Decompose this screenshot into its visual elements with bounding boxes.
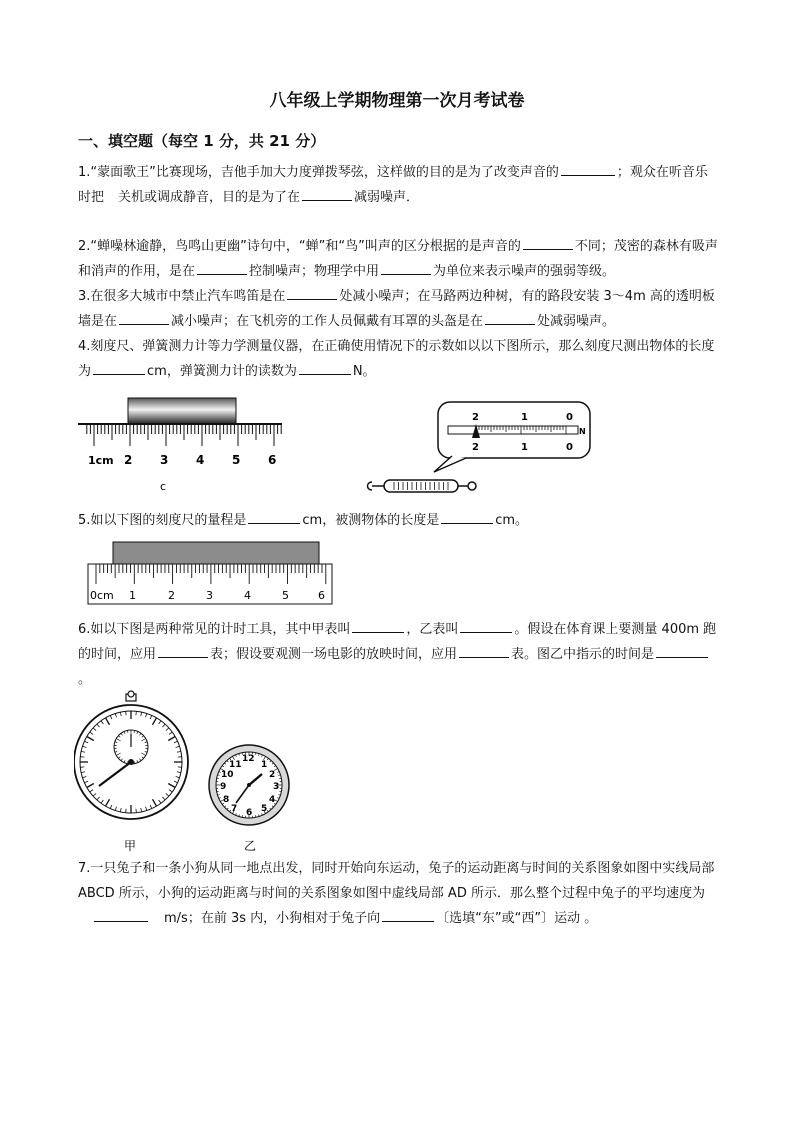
clock-number-5: 5 bbox=[261, 804, 268, 814]
q6-blank-5[interactable] bbox=[656, 645, 708, 658]
q3-blank-3[interactable] bbox=[485, 312, 535, 325]
q2-text-2: 不同；茂密的森林有吸声和消声的作用，是在 bbox=[78, 239, 718, 279]
gauge-top-label-0: 0 bbox=[566, 412, 573, 423]
q7-blank-2[interactable] bbox=[382, 909, 434, 922]
question-4 bbox=[78, 334, 718, 384]
ruler-2-label-1: 1 bbox=[129, 589, 136, 602]
ruler-2-label-3: 3 bbox=[206, 589, 213, 602]
ruler-1-label-0: 1cm bbox=[88, 454, 114, 467]
q3-text-1: 3.在很多大城市中禁止汽车鸣笛是在 bbox=[78, 289, 286, 304]
q1-blank-1[interactable] bbox=[561, 163, 615, 176]
clock-number-8: 8 bbox=[223, 795, 230, 805]
q2-blank-3[interactable] bbox=[381, 262, 431, 275]
q6-blank-3[interactable] bbox=[158, 645, 208, 658]
q6-text-3: 。假设在体育课上要测量 400m 跑的时间，应用 bbox=[78, 622, 717, 662]
q5-blank-2[interactable] bbox=[441, 511, 493, 524]
q4-blank-1[interactable] bbox=[93, 362, 145, 375]
spring-scale-strip bbox=[448, 426, 578, 434]
clock-number-12: 12 bbox=[242, 754, 255, 764]
q4-text-2: cm，弹簧测力计的读数为 bbox=[147, 364, 297, 379]
q1-text-1: 1.“蒙面歌王”比赛现场，吉他手加大力度弹拨琴弦，这样做的目的是为了改变声音的 bbox=[78, 165, 559, 180]
spring-scale-ring bbox=[468, 482, 476, 490]
q6-text-1: 6.如以下图是两种常见的计时工具，其中甲表叫 bbox=[78, 622, 351, 637]
label-jia: 甲 bbox=[124, 839, 137, 853]
figure-timers bbox=[74, 690, 304, 855]
q5-text-3: cm。 bbox=[495, 513, 529, 528]
gauge-bottom-label-1: 1 bbox=[521, 442, 528, 453]
ruler-1-label-3: 4 bbox=[196, 453, 205, 467]
q7-text-1: 7.一只兔子和一条小狗从同一地点出发，同时开始向东运动，兔子的运动距离与时间的关系图象如图中实线局部 ABCD 所示，小狗的运动距离与时间的关系图象如图中虚线局部 AD 所示．那么整个过程中兔子的平均速度为 bbox=[78, 861, 715, 901]
q5-text-1: 5.如以下图的刻度尺的量程是 bbox=[78, 513, 247, 528]
spring-scale-hook bbox=[368, 482, 373, 490]
wall-clock bbox=[209, 745, 289, 825]
q6-text-4: 表；假设要观测一场电影的放映时间，应用 bbox=[210, 647, 458, 662]
clock-number-3: 3 bbox=[273, 782, 280, 792]
gauge-bottom-label-2: 2 bbox=[472, 442, 479, 453]
clock-number-10: 10 bbox=[221, 770, 234, 780]
q7-text-2: m/s；在前 3s 内，小狗相对于兔子向 bbox=[164, 911, 381, 926]
q1-blank-2[interactable] bbox=[302, 188, 352, 201]
q7-text-3: 〔选填“东”或“西”〕运动 。 bbox=[436, 911, 598, 926]
q1-text-2: ；观众在听音乐时把 bbox=[78, 165, 708, 205]
gauge-top-label-1: 1 bbox=[521, 412, 528, 423]
question-2 bbox=[78, 234, 718, 284]
clock-number-11: 11 bbox=[229, 760, 242, 770]
clock-number-9: 9 bbox=[220, 782, 227, 792]
q6-text-5: 表。图乙中指示的时间是 bbox=[511, 647, 655, 662]
q3-text-3: 减小噪声；在飞机旁的工作人员佩戴有耳罩的头盔是在 bbox=[171, 314, 484, 329]
q6-blank-1[interactable] bbox=[352, 620, 404, 633]
ruler-2-label-6: 6 bbox=[318, 589, 325, 602]
ruler-2-label-2: 2 bbox=[168, 589, 175, 602]
q3-blank-1[interactable] bbox=[287, 287, 337, 300]
q2-text-4: 为单位来表示噪声的强弱等级。 bbox=[433, 264, 616, 279]
figure-ruler-and-spring-scale bbox=[72, 392, 612, 504]
figure-1-caption: c bbox=[160, 480, 167, 493]
clock-number-4: 4 bbox=[269, 795, 276, 805]
q6-blank-4[interactable] bbox=[459, 645, 509, 658]
q2-text-1: 2.“蝉噪林逾静，鸟鸣山更幽”诗句中，“蝉”和“鸟”叫声的区分根据的是声音的 bbox=[78, 239, 521, 254]
question-5 bbox=[78, 508, 718, 533]
question-1 bbox=[78, 160, 718, 210]
gauge-top-label-2: 2 bbox=[472, 412, 479, 423]
ruler-1-label-2: 3 bbox=[160, 453, 169, 467]
ruler-1-label-5: 6 bbox=[268, 453, 277, 467]
q3-text-4: 处减弱噪声。 bbox=[537, 314, 616, 329]
q5-text-2: cm，被测物体的长度是 bbox=[302, 513, 440, 528]
q2-blank-1[interactable] bbox=[523, 237, 573, 250]
q4-blank-2[interactable] bbox=[299, 362, 351, 375]
question-6 bbox=[78, 617, 718, 692]
q3-blank-2[interactable] bbox=[119, 312, 169, 325]
q4-text-3: N。 bbox=[352, 364, 376, 379]
page-title: 八年级上学期物理第一次月考试卷 bbox=[269, 91, 525, 111]
clock-number-2: 2 bbox=[269, 770, 276, 780]
gauge-unit: N bbox=[579, 427, 586, 436]
clock-number-7: 7 bbox=[231, 804, 238, 814]
ruler-2-label-4: 4 bbox=[244, 589, 251, 602]
figure-ruler-2 bbox=[86, 540, 336, 608]
q4-text-1: 4.刻度尺、弹簧测力计等力学测量仪器，在正确使用情况下的示数如以以下图所示，那么刻度尺测出物体的长度为 bbox=[78, 339, 715, 379]
ruler-2-label-5: 5 bbox=[282, 589, 289, 602]
q6-text-2: ，乙表叫 bbox=[406, 622, 459, 637]
q1-text-3: 关机或调成静音，目的是为了在 bbox=[118, 190, 301, 205]
ruler-1-ticks bbox=[87, 424, 281, 446]
measured-bar bbox=[113, 542, 319, 564]
q5-blank-1[interactable] bbox=[248, 511, 300, 524]
clock-number-1: 1 bbox=[261, 760, 268, 770]
question-7 bbox=[78, 856, 718, 931]
ruler-1-label-4: 5 bbox=[232, 453, 241, 467]
ruler-1-label-1: 2 bbox=[124, 453, 133, 467]
q3-text-2: 处减小噪声；在马路两边种树，有的路段安装 3～4m 高的透明板墙是在 bbox=[78, 289, 715, 329]
ruler-2-label-0: 0cm bbox=[90, 589, 114, 602]
q6-blank-2[interactable] bbox=[460, 620, 512, 633]
stopwatch bbox=[74, 691, 188, 819]
gauge-bottom-label-0: 0 bbox=[566, 442, 573, 453]
measured-block bbox=[128, 398, 236, 424]
section-title: 一、填空题（每空 1 分，共 21 分） bbox=[78, 132, 326, 150]
label-yi: 乙 bbox=[244, 839, 257, 853]
question-3 bbox=[78, 284, 718, 334]
q2-blank-2[interactable] bbox=[197, 262, 247, 275]
q1-text-4: 减弱噪声． bbox=[354, 190, 420, 205]
q2-text-3: 控制噪声；物理学中用 bbox=[249, 264, 380, 279]
q6-text-6: 。 bbox=[78, 672, 92, 687]
clock-number-6: 6 bbox=[246, 808, 253, 818]
q7-blank-1[interactable] bbox=[94, 909, 148, 922]
